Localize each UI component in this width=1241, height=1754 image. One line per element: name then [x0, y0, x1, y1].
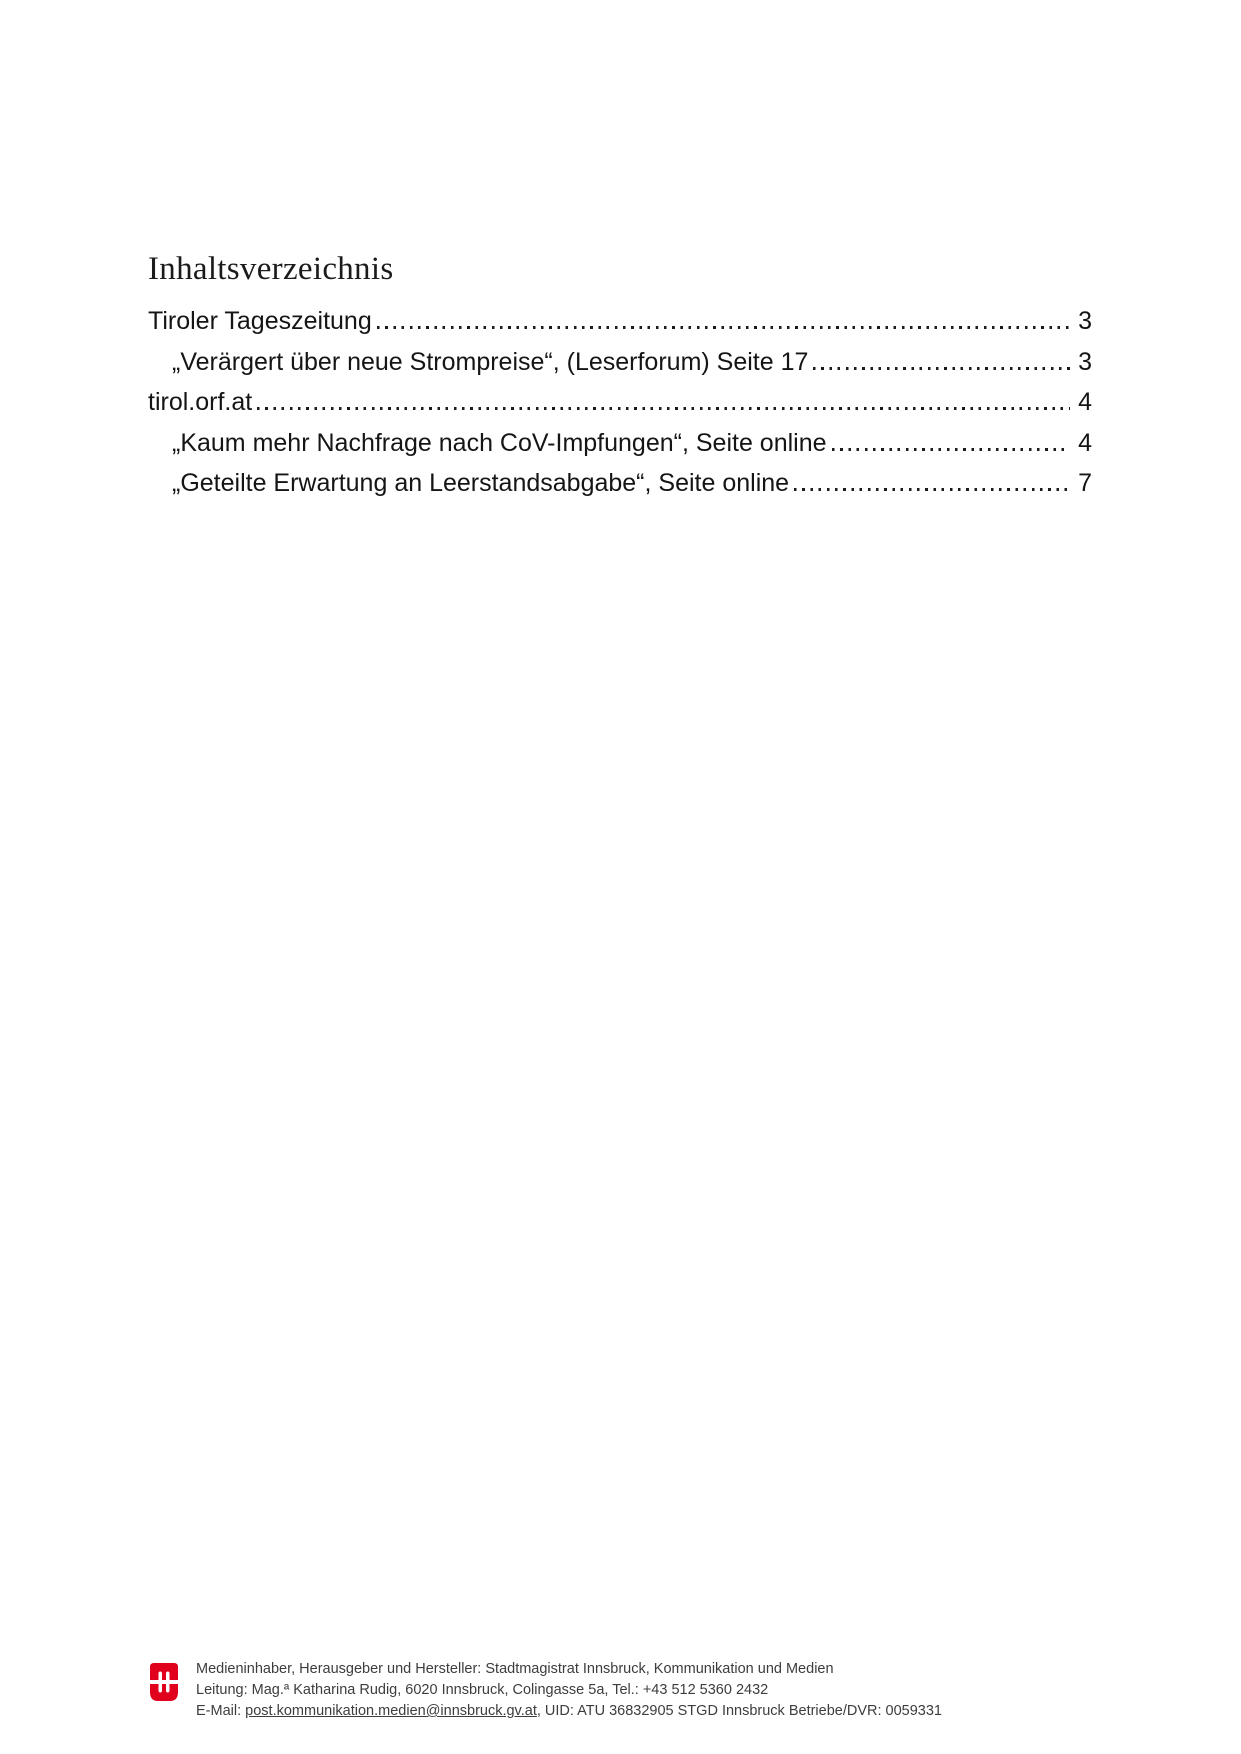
toc-entry-page-number: 4 — [1078, 428, 1092, 457]
footer-uid-text: , UID: ATU 36832905 STGD Innsbruck Betriebe/DVR: 0059331 — [536, 1703, 942, 1719]
toc-entry-page-number: 7 — [1078, 469, 1092, 497]
toc-entry-page-number: 3 — [1078, 307, 1092, 335]
page-footer — [150, 1659, 942, 1722]
footer-line-email-uid — [196, 1701, 942, 1722]
footer-email-prefix: E-Mail: — [196, 1703, 246, 1719]
toc-entry[interactable] — [148, 423, 1092, 464]
toc-entry-label: „Kaum mehr Nachfrage nach CoV-Impfungen“, Seite online — [172, 428, 827, 457]
dot-leader — [794, 488, 1070, 491]
footer-line-contact: Leitung: Mag.ª Katharina Rudig, 6020 Innsbruck, Colingasse 5a, Tel.: +43 512 5360 2432 — [196, 1682, 769, 1698]
toc-entry[interactable] — [148, 382, 1092, 423]
toc-entry[interactable] — [148, 342, 1092, 383]
dot-leader — [832, 448, 1071, 451]
footer-text — [196, 1659, 942, 1722]
toc-entry-page-number: 4 — [1078, 388, 1092, 416]
footer-email-link[interactable]: post.kommunikation.medien@innsbruck.gv.at — [245, 1703, 537, 1719]
dot-leader — [257, 407, 1070, 410]
toc-entry-page-number: 3 — [1078, 347, 1092, 376]
dot-leader — [377, 326, 1070, 329]
toc-entry[interactable] — [148, 463, 1092, 504]
toc-entry-label: „Verärgert über neue Strompreise“, (Leserforum) Seite 17 — [172, 347, 809, 376]
toc-entry-label: „Geteilte Erwartung an Leerstandsabgabe“, Seite online — [172, 469, 790, 497]
toc-entry-label: tirol.orf.at — [148, 388, 253, 416]
toc-entry-label: Tiroler Tageszeitung — [148, 307, 372, 335]
table-of-contents — [148, 301, 1092, 504]
dot-leader — [813, 367, 1070, 370]
footer-line-publisher: Medieninhaber, Herausgeber und Hersteller: Stadtmagistrat Innsbruck, Kommunikation und Medien — [196, 1661, 834, 1677]
toc-entry[interactable] — [148, 301, 1092, 342]
page-title: Inhaltsverzeichnis — [148, 251, 394, 288]
innsbruck-logo-icon — [150, 1663, 178, 1701]
